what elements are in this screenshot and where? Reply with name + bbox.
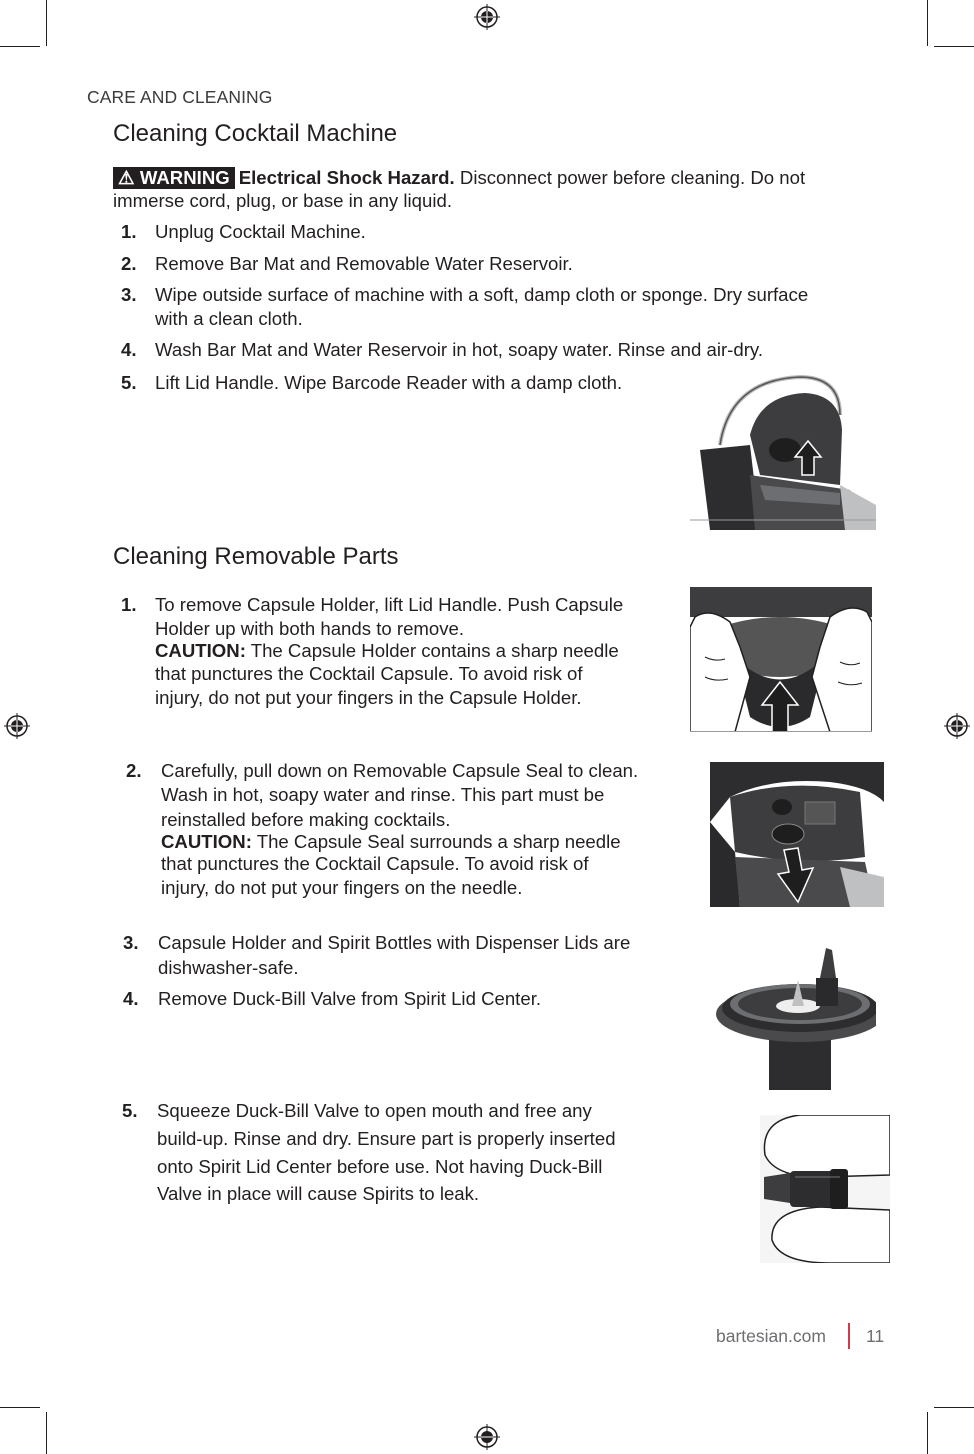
- step-text: Wipe outside surface of machine with a soft, damp cloth or sponge. Dry surface: [155, 284, 809, 305]
- registration-mark-icon: [4, 713, 30, 739]
- step-text: Holder up with both hands to remove.: [155, 618, 465, 639]
- registration-mark-icon: [474, 1424, 500, 1450]
- duck-bill-squeeze-illustration: [760, 1115, 890, 1263]
- warning-triangle-icon: ⚠: [118, 167, 135, 188]
- caution-line: that punctures the Cocktail Capsule. To avoid risk of: [161, 853, 589, 874]
- crop-mark: [927, 1412, 928, 1454]
- step-text: Lift Lid Handle. Wipe Barcode Reader with a damp cloth.: [155, 372, 623, 393]
- warning-badge: [113, 167, 235, 189]
- page-number: 11: [866, 1326, 885, 1346]
- crop-mark: [0, 46, 40, 47]
- warning-text-line2: immerse cord, plug, or base in any liquid.: [113, 190, 452, 211]
- step-number: 3.: [123, 932, 139, 953]
- crop-mark: [934, 1407, 974, 1408]
- capsule-holder-removal-illustration: [690, 587, 872, 732]
- caution-label: CAUTION:: [161, 831, 252, 852]
- step-number: 3.: [121, 284, 137, 305]
- warning-bold: Electrical Shock Hazard.: [238, 167, 455, 188]
- warning-badge-label: WARNING: [139, 167, 230, 188]
- capsule-seal-illustration: [710, 762, 884, 907]
- crop-mark: [927, 0, 928, 46]
- step-number: 4.: [123, 988, 139, 1009]
- caution-line: injury, do not put your fingers on the needle.: [161, 877, 523, 898]
- step-text: Wash in hot, soapy water and rinse. This part must be: [161, 784, 605, 805]
- machine-lid-open-illustration: [690, 375, 876, 530]
- section-label: CARE AND CLEANING: [87, 87, 273, 107]
- step-number: 1.: [121, 594, 137, 615]
- step-text: Wash Bar Mat and Water Reservoir in hot, soapy water. Rinse and air-dry.: [155, 339, 763, 360]
- warning-block: [113, 166, 893, 212]
- crop-mark: [0, 1407, 40, 1408]
- warning-text-line1: Disconnect power before cleaning. Do not: [454, 167, 806, 188]
- step-number: 2.: [126, 760, 142, 781]
- caution-line: injury, do not put your fingers in the Capsule Holder.: [155, 687, 582, 708]
- step-text: onto Spirit Lid Center before use. Not having Duck-Bill: [157, 1156, 603, 1177]
- step-text: To remove Capsule Holder, lift Lid Handle. Push Capsule: [155, 594, 624, 615]
- step-text: dishwasher-safe.: [158, 957, 299, 978]
- crop-mark: [934, 46, 974, 47]
- crop-mark: [46, 0, 47, 46]
- step-text: Unplug Cocktail Machine.: [155, 221, 366, 242]
- step-text: Squeeze Duck-Bill Valve to open mouth and free any: [157, 1100, 592, 1121]
- step-text: Valve in place will cause Spirits to leak.: [157, 1183, 480, 1204]
- step-text: Carefully, pull down on Removable Capsule Seal to clean.: [161, 760, 639, 781]
- step-number: 4.: [121, 339, 137, 360]
- step-number: 2.: [121, 253, 137, 274]
- caution-label: CAUTION:: [155, 640, 246, 661]
- spirit-lid-valve-illustration: [714, 942, 876, 1090]
- caution-text: [161, 830, 621, 853]
- step-text: build-up. Rinse and dry. Ensure part is properly inserted: [157, 1128, 616, 1149]
- registration-mark-icon: [944, 713, 970, 739]
- section-title-parts: Cleaning Removable Parts: [113, 543, 399, 570]
- crop-mark: [46, 1412, 47, 1454]
- step-text: Remove Duck-Bill Valve from Spirit Lid Center.: [158, 988, 542, 1009]
- step-text: with a clean cloth.: [155, 308, 303, 329]
- footer-separator: [848, 1323, 850, 1349]
- caution-line: The Capsule Seal surrounds a sharp needle: [251, 831, 621, 852]
- footer-website: bartesian.com: [716, 1326, 826, 1346]
- step-text: Remove Bar Mat and Removable Water Reservoir.: [155, 253, 573, 274]
- caution-line: The Capsule Holder contains a sharp needle: [245, 640, 619, 661]
- step-number: 5.: [121, 372, 137, 393]
- step-number: 1.: [121, 221, 137, 242]
- section-title-machine: Cleaning Cocktail Machine: [113, 120, 398, 147]
- registration-mark-icon: [474, 4, 500, 30]
- step-text: reinstalled before making cocktails.: [161, 809, 451, 830]
- caution-text: [155, 639, 619, 662]
- caution-line: that punctures the Cocktail Capsule. To avoid risk of: [155, 663, 583, 684]
- step-number: 5.: [122, 1100, 138, 1121]
- step-text: Capsule Holder and Spirit Bottles with Dispenser Lids are: [158, 932, 631, 953]
